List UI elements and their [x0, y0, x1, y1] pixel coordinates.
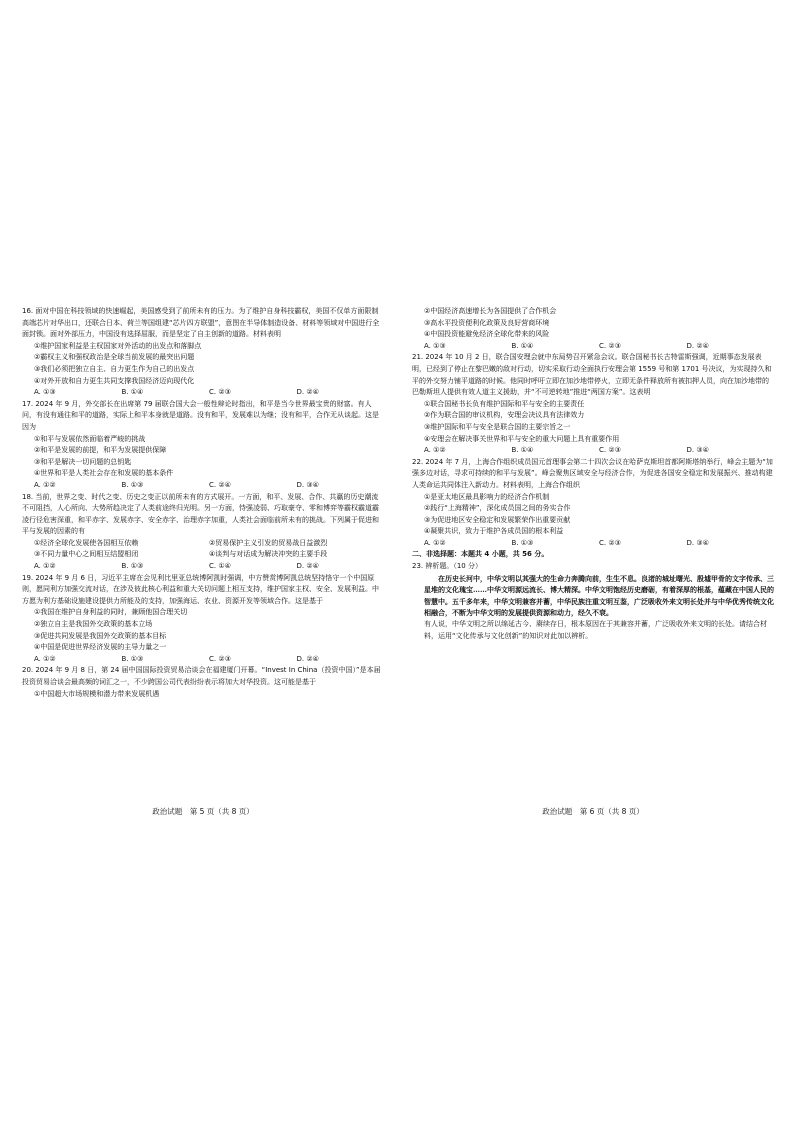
answer-b: B. ①④: [511, 341, 534, 350]
q17-option: ②和平是发展的前提，和平为发展提供保障: [34, 446, 167, 455]
q16-option: ④对外开放和自力更生共同支撑我国经济迈向现代化: [34, 376, 195, 385]
page-footer-right: 政治试题 第 6 页（共 8 页）: [542, 807, 644, 816]
q21-option: ①联合国秘书长负有维护国际和平与安全的主要责任: [424, 399, 585, 408]
q18-options-row: [22, 538, 384, 550]
q22-stem: 22. 2024 年 7 月，上海合作组织成员国元首理事会第二十四次会议在哈萨克斯坦首都阿斯塔纳举行，峰会主题为“加强多边对话，寻求可持续的和平与发展”。峰会聚焦区域安全与经济合作，为促进各国安全稳定和发展振兴、推动构建人类命运共同体注入新动力。材料表明，上海合作组织: [412, 457, 773, 489]
q18-option: ②贸易保护主义引发的贸易战日益激烈: [209, 538, 328, 547]
answer-a: A. ①②: [34, 480, 56, 489]
page-footer-left: 政治试题 第 5 页（共 8 页）: [152, 807, 254, 816]
q18-stem: 18. 当前，世界之变、时代之变、历史之变正以前所未有的方式展开。一方面，和平、发展、合作、共赢的历史潮流不可阻挡，人心所向、大势所趋决定了人类前途终归光明。另一方面，恃强凌弱、巧取豪夺、零和博弈等霸权霸道霸凌行径危害深重，和平赤字、发展赤字、安全赤字、治理赤字加重，人类社会面临前所未有的挑战。下列属于促进和平与发展的因素的有: [22, 492, 379, 536]
q20-option: ④中国投资能避免经济全球化带来的风险: [424, 330, 550, 339]
answer-d: D. ③④: [686, 538, 709, 547]
q23-stem: 23. 辨析题。（10 分）: [412, 562, 482, 571]
q22-option: ①是亚太地区最具影响力的经济合作机制: [424, 492, 550, 501]
answer-a: A. ①②: [34, 562, 56, 571]
answer-d: D. ②④: [686, 341, 709, 350]
q21-stem: 21. 2024 年 10 月 2 日，联合国安理会就中东局势召开紧急会议。联合国秘书长古特雷斯强调，近期事态发展表明，已经到了停止在黎巴嫩的敌对行动，切实采取行动全面执行安理会第 1559 号和第 1701 号决议，为实现持久和平的外交努力铺平道路的时候。他同时呼吁立即在加沙地带停火，立即无条件释放所有被扣押人员，向在加沙地带的巴勒斯坦人提供有效人道主义援助，并“不可逆转地”推进“两国方案”。这表明: [412, 353, 772, 397]
q16-option: ②霸权主义和强权政治是全球当前发展的最突出问题: [34, 353, 195, 362]
q18-option: ④谈判与对话成为解决冲突的主要手段: [209, 550, 328, 559]
q21-option: ④安理会在解决事关世界和平与安全的重大问题上具有重要作用: [424, 434, 620, 443]
section-heading: 二、非选择题：本题共 4 小题，共 56 分。: [412, 550, 549, 559]
q22-option: ④凝聚共识，致力于维护各成员国的根本利益: [424, 527, 564, 536]
answer-c: C. ②③: [209, 654, 231, 663]
q21-option: ②作为联合国的审议机构，安理会决议具有法律效力: [424, 411, 585, 420]
answer-a: A. ①③: [34, 388, 56, 397]
q19-stem: 19. 2024 年 9 月 6 日，习近平主席在会见利比里亚总统博阿凯时强调，中方赞赏博阿凯总统坚持恪守一个中国原则，愿同利方加强交流对话，在涉及彼此核心利益和重大关切问题上相互支持，维护国家主权、安全、发展利益。中方愿为利方基础设施建设提供力所能及的支持，加强海运、农业、资源开发等领域合作。这是基于: [22, 573, 379, 605]
q22-option: ②践行“上海精神”，深化成员国之间的务实合作: [424, 504, 571, 513]
answer-a: A. ①②: [34, 654, 56, 663]
q20-stem: 20. 2024 年 9 月 8 日，第 24 届中国国际投资贸易洽谈会在福建厦门开幕。“Invest In China（投资中国）”是本届投资贸易洽谈会最高频的词汇之一，不少跨国公司代表纷纷表示将加大对华投资。这可能是基于: [22, 666, 381, 686]
answer-d: D. ③④: [686, 446, 709, 455]
q19-answers: [22, 654, 384, 666]
q17-option: ①和平与发展依然面临着严峻的挑战: [34, 434, 146, 443]
q18-option: ①经济全球化发展使各国相互依赖: [34, 538, 139, 547]
q21-option: ③维护国际和平与安全是联合国的主要宗旨之一: [424, 422, 571, 431]
answer-a: A. ①②: [424, 538, 446, 547]
answer-c: C. ②③: [599, 341, 621, 350]
q21-answers: [412, 445, 774, 457]
answer-c: C. ②④: [209, 480, 231, 489]
q23-passage: 在历史长河中，中华文明以其强大的生命力奔腾向前，生生不息。良渚的城址曙光、殷墟甲骨的文字传承、三星堆的文化瑰宝……中华文明源远流长、博大精深。中华文明饱经历史磨砺，有着深厚的根基，蕴藏在中国人民的智慧中。五千多年来，中华文明兼容并蓄，中华民族注重文明互鉴，广泛吸收外来文明长处并与中华优秀传统文化相融合，不断为中华文明的发展提供资源和动力，经久不衰。: [424, 573, 774, 618]
answer-b: B. ①④: [121, 388, 144, 397]
answer-c: C. ①④: [209, 562, 231, 571]
q22-option: ③为促进地区安全稳定和发展繁荣作出重要贡献: [424, 515, 571, 524]
q20-option: ①中国超大市场规模和潜力带来发展机遇: [34, 689, 160, 698]
q22-answers: [412, 538, 774, 550]
q18-option: ③不同力量中心之间相互结盟相闭: [34, 550, 139, 559]
q16-option: ③我们必须把独立自主、自力更生作为自己的出发点: [34, 364, 195, 373]
q16-stem: 16. 面对中国在科技领域的快速崛起，美国感受到了前所未有的压力。为了维护自身科技霸权，美国不仅单方面限制高端芯片对华出口，还联合日本、荷兰等国组建“芯片四方联盟”，意图在半导体制造设备、材料等领域对中国进行全面封锁。面对外部压力，中国没有选择屈服，而是坚定了自主创新的道路。材料表明: [22, 307, 380, 339]
q16-option: ①维护国家利益是主权国家对外活动的出发点和落脚点: [34, 341, 202, 350]
q18-answers: [22, 561, 384, 573]
answer-d: D. ②④: [296, 654, 319, 663]
left-page: [22, 306, 384, 700]
q18-options-row: [22, 549, 384, 561]
q17-option: ④世界和平是人类社会存在和发展的基本条件: [34, 469, 174, 478]
answer-a: A. ①③: [424, 341, 446, 350]
answer-b: B. ①④: [511, 446, 534, 455]
answer-b: B. ①③: [121, 654, 144, 663]
q17-answers: [22, 480, 384, 492]
answer-d: D. ②④: [296, 562, 319, 571]
q16-answers: [22, 387, 384, 399]
q17-stem: 17. 2024 年 9 月，外交部长在出席第 79 届联合国大会一般性辩论时指出，和平是当今世界最宝贵的财富。有人问，有没有通往和平的道路，实际上和平本身就是道路。没有和平，发展难以为继；没有和平，合作无从谈起。这是因为: [22, 399, 379, 431]
q19-option: ①我国在维护自身利益的同时，兼顾他国合理关切: [34, 608, 188, 617]
q17-option: ③和平是解决一切问题的总钥匙: [34, 457, 132, 466]
answer-b: B. ①③: [121, 480, 144, 489]
right-page: [412, 306, 774, 642]
answer-d: D. ③④: [296, 480, 319, 489]
q19-option: ②独立自主是我国外交政策的基本立场: [34, 620, 153, 629]
q20-option: ③高水平投资便利化政策及良好营商环境: [424, 318, 550, 327]
answer-b: B. ①③: [121, 562, 144, 571]
answer-d: D. ②④: [296, 388, 319, 397]
q19-option: ④中国是促进世界经济发展的主导力量之一: [34, 643, 167, 652]
q19-option: ③促进共同发展是我国外交政策的基本目标: [34, 631, 167, 640]
q23-question: 有人说，中华文明之所以绵延古今、赓续存日，根本原因在于其兼容并蓄，广泛吸收外来文明的长处。请结合材料，运用“文化传承与文化创新”的知识对此加以辨析。: [424, 620, 767, 640]
answer-b: B. ①③: [511, 538, 534, 547]
answer-c: C. ②③: [209, 388, 231, 397]
q20-answers: [412, 341, 774, 353]
answer-a: A. ①②: [424, 446, 446, 455]
q20-option: ②中国经济高速增长为各国提供了合作机会: [424, 307, 557, 315]
answer-c: C. ②③: [599, 538, 621, 547]
answer-c: C. ②③: [599, 446, 621, 455]
